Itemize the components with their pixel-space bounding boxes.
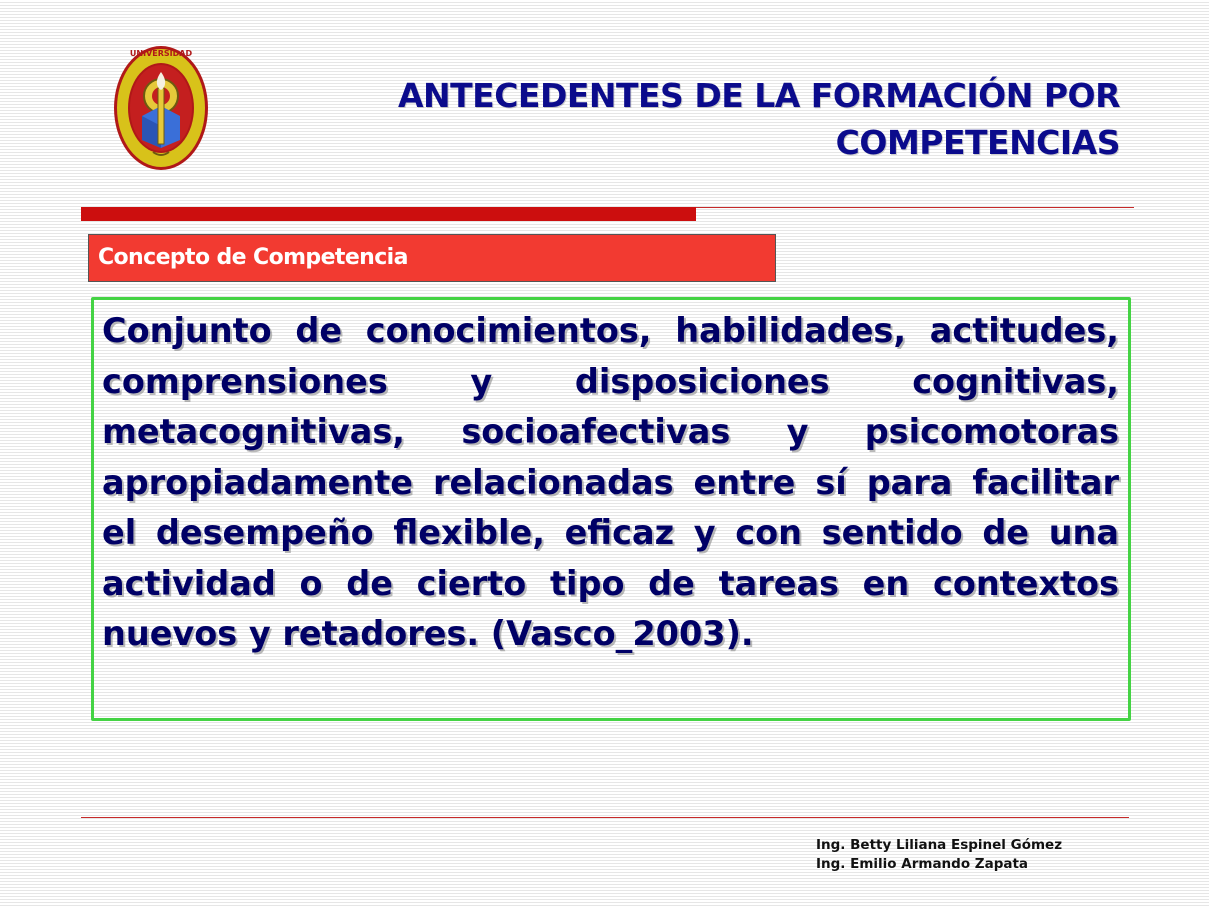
definition-text: Conjunto de conocimientos, habilidades, actitudes, comprensiones y disposiciones cognitivas, metacognitivas, socioafectivas y psicomotoras apropiadamente relacionadas entre sí para facilitar el desempeño flexible, eficaz y con sentido de una actividad o de cierto tipo de tareas en contextos nuevos y retadores. (Vasco_2003).	[102, 311, 1119, 653]
section-header	[88, 234, 776, 282]
slide-title-line-1: ANTECEDENTES DE LA FORMACIÓN POR	[397, 76, 1120, 115]
author-credits	[816, 836, 1062, 874]
slide-title	[300, 72, 1120, 166]
svg-text:UNIVERSIDAD: UNIVERSIDAD	[129, 49, 193, 58]
author-credit-1: Ing. Betty Liliana Espinel Gómez	[816, 837, 1063, 853]
title-underline-line	[696, 207, 1134, 208]
author-credit-2: Ing. Emilio Armando Zapata	[816, 856, 1029, 872]
slide-title-line-2: COMPETENCIAS	[835, 123, 1120, 162]
section-label: Concepto de Competencia	[98, 245, 408, 270]
university-seal-icon	[112, 44, 210, 172]
title-underline-bar	[81, 207, 696, 221]
footer-divider	[81, 817, 1129, 818]
